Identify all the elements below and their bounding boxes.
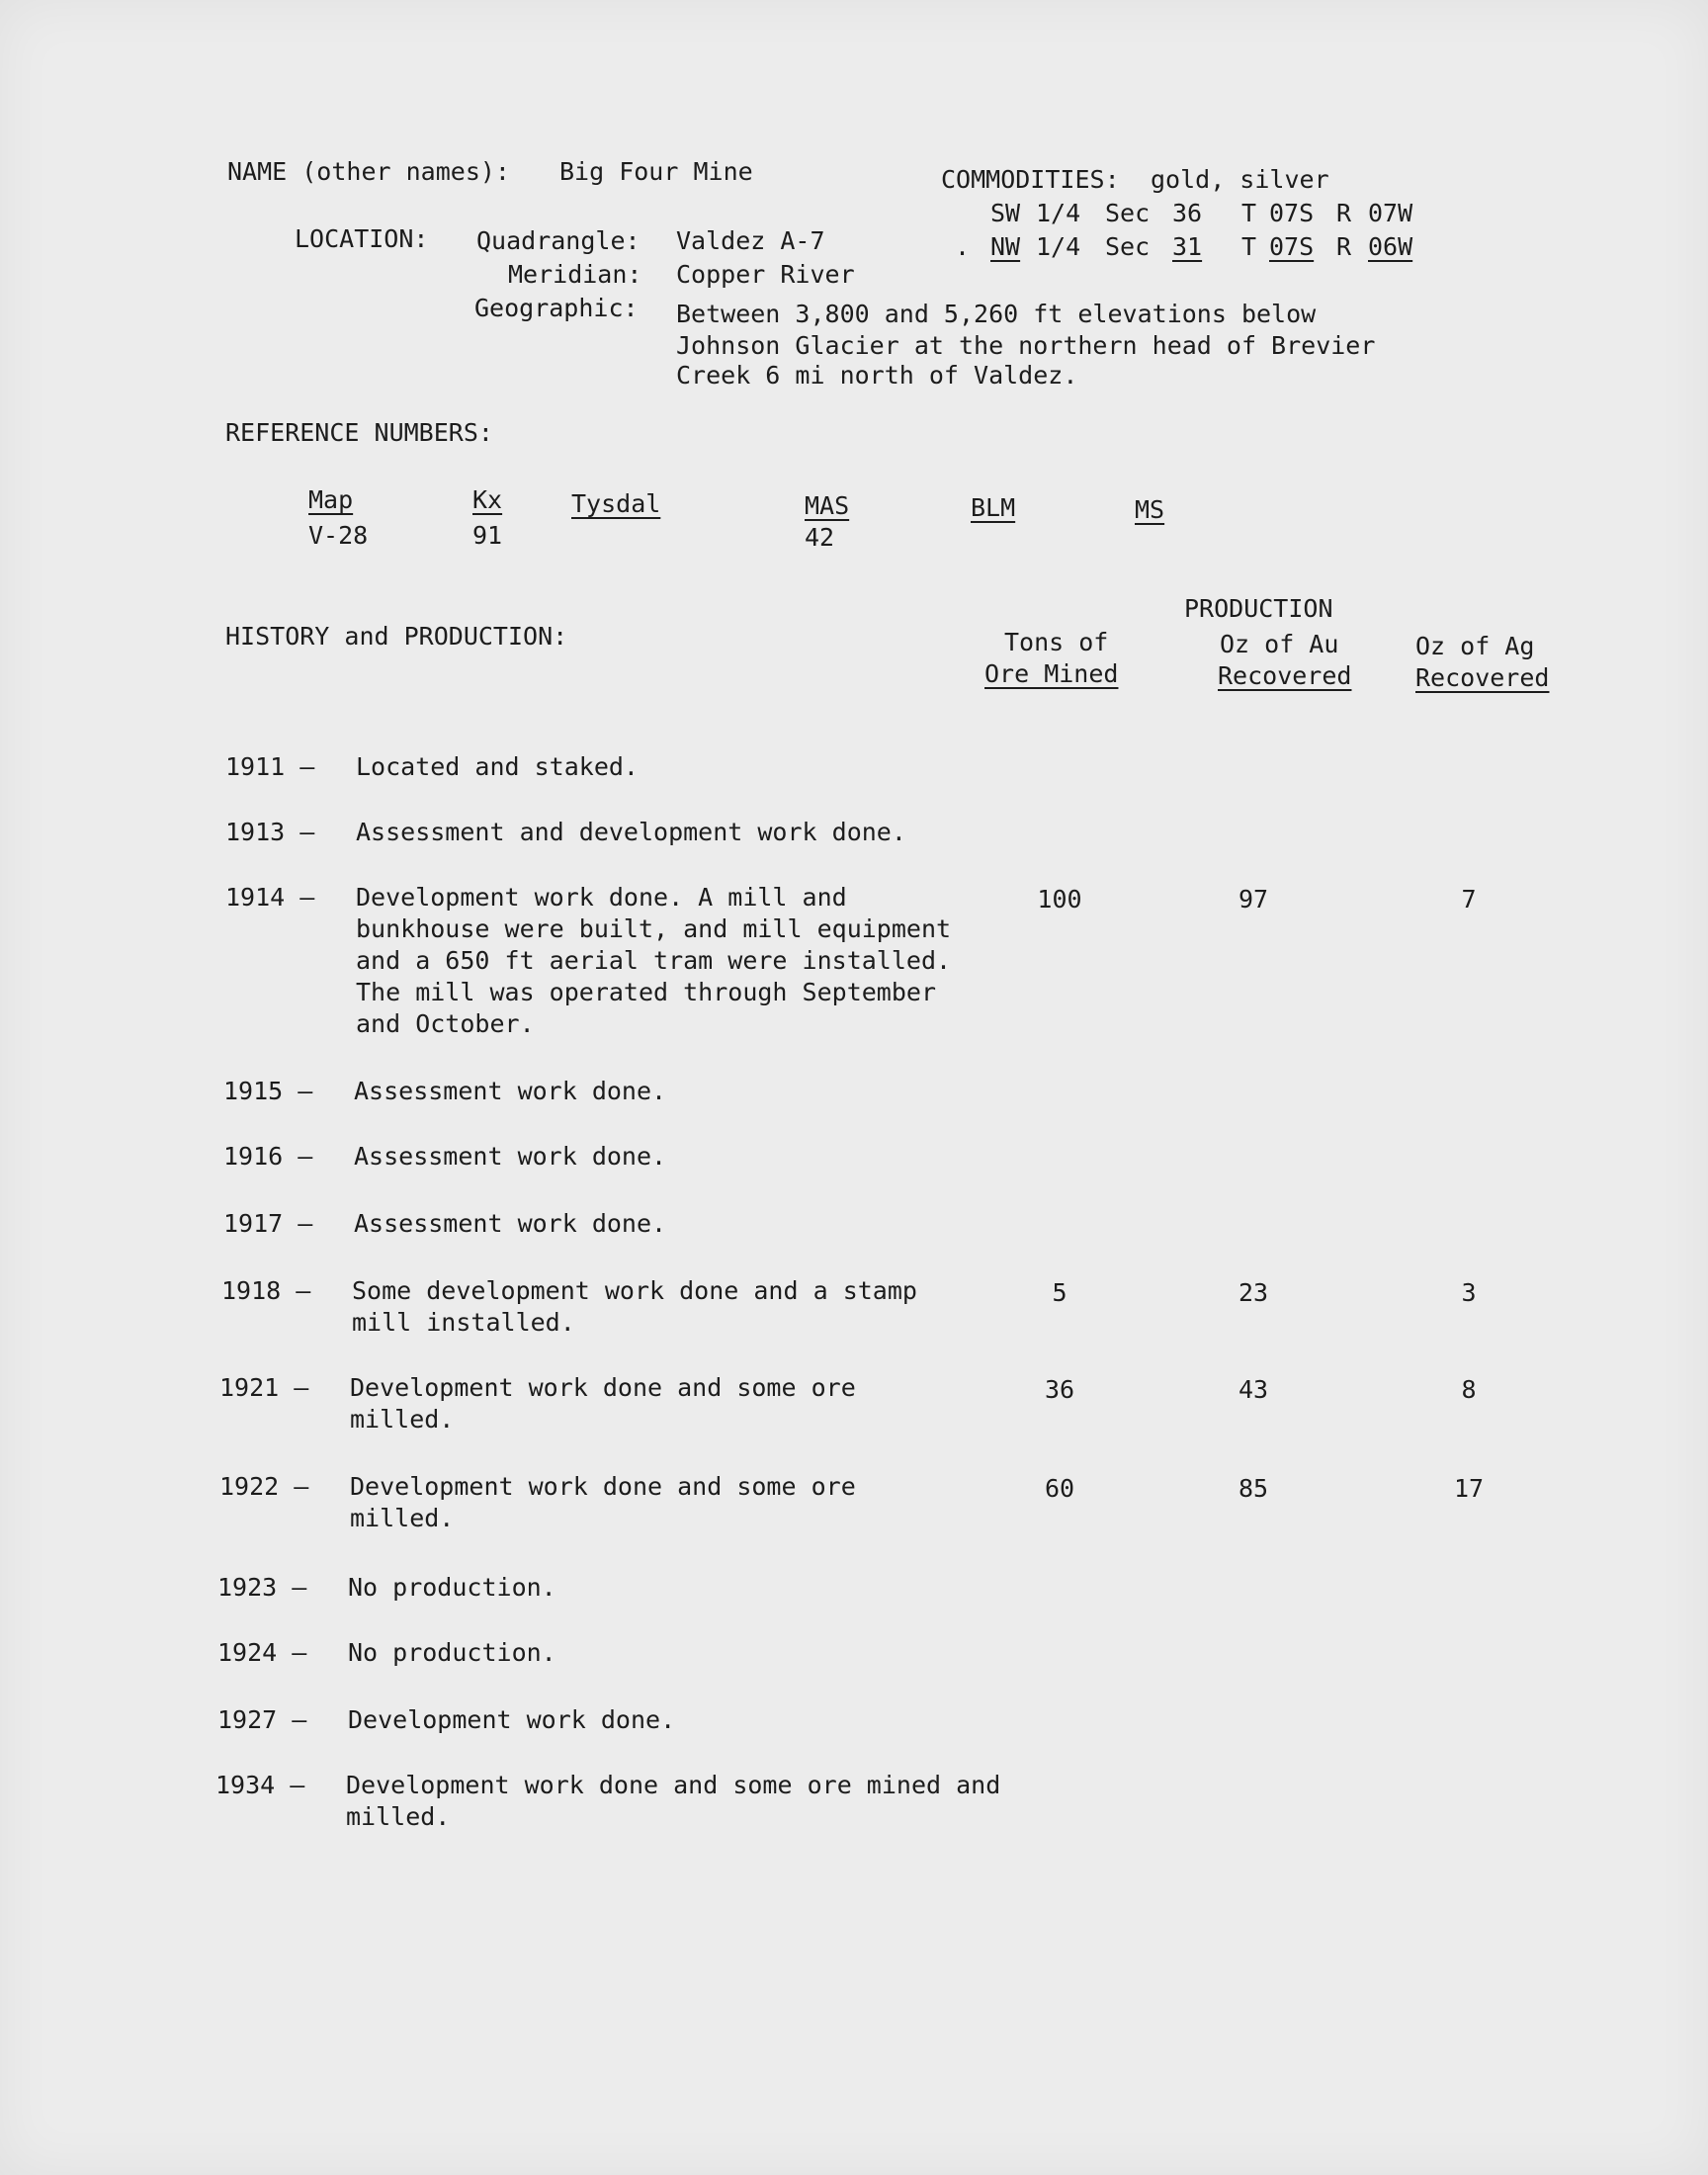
history-year: 1913 – bbox=[225, 818, 315, 846]
history-description: Development work done. bbox=[348, 1705, 676, 1734]
meridian-label: Meridian: bbox=[508, 260, 642, 289]
history-description: Assessment work done. bbox=[354, 1077, 667, 1105]
legal1-township: 07S bbox=[1269, 199, 1315, 227]
history-year: 1923 – bbox=[217, 1573, 307, 1602]
legal1-quarter: SW bbox=[990, 199, 1021, 227]
legal1-fraction: 1/4 bbox=[1036, 199, 1081, 227]
history-description: No production. bbox=[348, 1573, 556, 1602]
history-year: 1934 – bbox=[215, 1771, 305, 1799]
history-au-value: 23 bbox=[1238, 1278, 1269, 1307]
history-entry bbox=[225, 882, 1609, 1080]
quadrangle-value: Valdez A-7 bbox=[676, 226, 825, 255]
history-description: No production. bbox=[348, 1638, 556, 1667]
name-label: NAME (other names): bbox=[227, 157, 510, 186]
ref-kx-value: 91 bbox=[472, 521, 503, 550]
col-au-line-2: Recovered bbox=[1218, 661, 1352, 690]
history-year: 1921 – bbox=[219, 1373, 309, 1402]
history-tons-value: 36 bbox=[1044, 1375, 1075, 1404]
history-description: Some development work done and a stamp mill installed. bbox=[352, 1276, 917, 1337]
legal1-sec-label: Sec bbox=[1105, 199, 1151, 227]
geographic-label: Geographic: bbox=[474, 294, 639, 322]
history-description: Development work done and some ore milled. bbox=[350, 1472, 856, 1532]
history-description: Development work done and some ore milled. bbox=[350, 1373, 856, 1434]
meridian-value: Copper River bbox=[676, 260, 855, 289]
history-label: HISTORY and PRODUCTION: bbox=[225, 622, 568, 651]
ref-mas-value: 42 bbox=[805, 523, 835, 552]
col-tons-line-1: Tons of bbox=[1004, 628, 1109, 656]
history-au-value: 85 bbox=[1238, 1474, 1269, 1503]
legal2-fraction: 1/4 bbox=[1036, 232, 1081, 261]
name-value: Big Four Mine bbox=[559, 157, 753, 186]
history-ag-value: 8 bbox=[1461, 1375, 1477, 1404]
legal1-range: 07W bbox=[1368, 199, 1413, 227]
legal1-r-label: R bbox=[1336, 199, 1352, 227]
location-label: LOCATION: bbox=[295, 224, 429, 253]
legal2-sec-label: Sec bbox=[1105, 232, 1151, 261]
commodities-label: COMMODITIES: bbox=[941, 165, 1120, 194]
col-ag-line-2: Recovered bbox=[1415, 663, 1550, 692]
ref-ms-label: MS bbox=[1135, 495, 1165, 524]
history-year: 1917 – bbox=[223, 1209, 313, 1238]
ref-kx-label: Kx bbox=[472, 485, 503, 514]
col-ag-line-1: Oz of Ag bbox=[1415, 632, 1535, 660]
ref-map-label: Map bbox=[308, 485, 354, 514]
ref-map-value: V-28 bbox=[308, 521, 369, 550]
geographic-line-1: Between 3,800 and 5,260 ft elevations below bbox=[676, 300, 1317, 328]
history-tons-value: 5 bbox=[1052, 1278, 1068, 1307]
history-year: 1911 – bbox=[225, 752, 315, 781]
history-au-value: 43 bbox=[1238, 1375, 1269, 1404]
geographic-line-3: Creek 6 mi north of Valdez. bbox=[676, 361, 1078, 390]
legal1-sec: 36 bbox=[1172, 199, 1203, 227]
ref-blm-label: BLM bbox=[971, 493, 1016, 522]
legal2-township: 07S bbox=[1269, 232, 1315, 261]
history-description: Development work done and some ore mined and milled. bbox=[346, 1771, 1001, 1831]
reference-numbers-label: REFERENCE NUMBERS: bbox=[225, 418, 493, 447]
geographic-line-2: Johnson Glacier at the northern head of Brevier bbox=[676, 331, 1376, 360]
legal2-r-label: R bbox=[1336, 232, 1352, 261]
legal2-sec: 31 bbox=[1172, 232, 1203, 261]
col-au-line-1: Oz of Au bbox=[1220, 630, 1339, 658]
history-year: 1918 – bbox=[221, 1276, 311, 1305]
history-year: 1924 – bbox=[217, 1638, 307, 1667]
history-year: 1915 – bbox=[223, 1077, 313, 1105]
commodities-value: gold, silver bbox=[1151, 165, 1329, 194]
quadrangle-label: Quadrangle: bbox=[476, 226, 640, 255]
history-entry bbox=[215, 1770, 1599, 1967]
history-tons-value: 100 bbox=[1037, 885, 1082, 914]
history-tons-value: 60 bbox=[1044, 1474, 1075, 1503]
history-ag-value: 3 bbox=[1461, 1278, 1477, 1307]
history-year: 1916 – bbox=[223, 1142, 313, 1171]
history-description: Assessment work done. bbox=[354, 1209, 667, 1238]
history-year: 1914 – bbox=[225, 883, 315, 912]
history-ag-value: 17 bbox=[1453, 1474, 1485, 1503]
history-description: Located and staked. bbox=[356, 752, 639, 781]
production-label: PRODUCTION bbox=[1184, 594, 1333, 623]
history-description: Development work done. A mill and bunkhouse were built, and mill equipment and a 650 ft aerial tram were installed. The mill was operated through September and October. bbox=[356, 883, 952, 1038]
history-year: 1927 – bbox=[217, 1705, 307, 1734]
col-tons-line-2: Ore Mined bbox=[984, 659, 1119, 688]
history-description: Assessment work done. bbox=[354, 1142, 667, 1171]
history-year: 1922 – bbox=[219, 1472, 309, 1501]
ref-tysdal-label: Tysdal bbox=[571, 489, 661, 518]
history-au-value: 97 bbox=[1238, 885, 1269, 914]
ref-mas-label: MAS bbox=[805, 491, 850, 520]
legal2-quarter: NW bbox=[990, 232, 1021, 261]
bullet-dot: . bbox=[955, 232, 971, 261]
history-description: Assessment and development work done. bbox=[356, 818, 906, 846]
history-ag-value: 7 bbox=[1461, 885, 1477, 914]
legal2-t-label: T bbox=[1241, 232, 1257, 261]
legal2-range: 06W bbox=[1368, 232, 1413, 261]
legal1-t-label: T bbox=[1241, 199, 1257, 227]
